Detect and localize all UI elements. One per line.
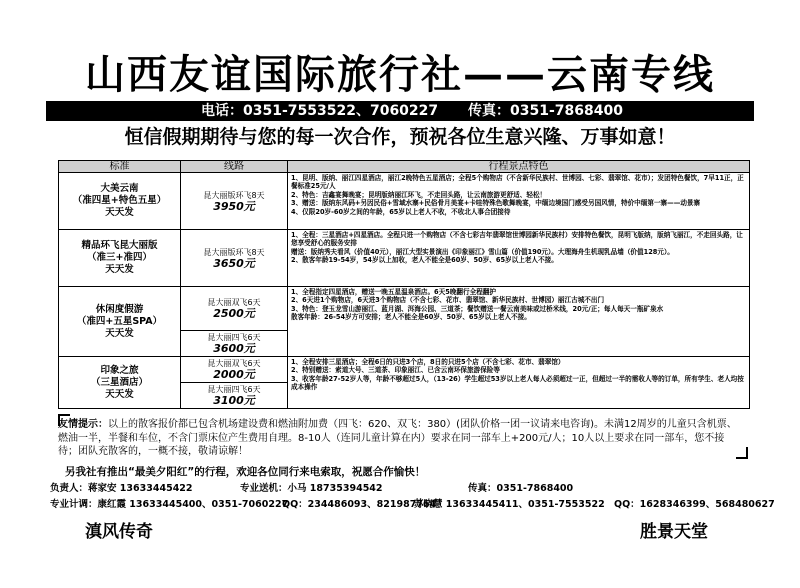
route-cell: [181, 357, 288, 383]
route-name: 昆大丽四飞6天: [207, 333, 261, 342]
standard-grade: （准三+准四）: [87, 252, 152, 263]
contact-bar: [46, 101, 754, 121]
slogan: 恒信假期期待与您的每一次合作，预祝各位生意兴隆、万事如意！: [124, 126, 676, 148]
route-cell: [181, 287, 288, 331]
planner-qq: QQ：234486093、821987764: [282, 499, 437, 510]
header-standard: 标准: [59, 161, 181, 173]
fax-number: 传真：0351-7868400: [468, 103, 623, 119]
features-cell: [288, 173, 750, 230]
standard-grade: （准四星+特色五星）: [72, 195, 167, 206]
table-header-row: [59, 161, 750, 173]
footer-fax: 传真：0351-7868400: [468, 483, 574, 494]
feature-line: 1、全程安排三星酒店；全程6日的只进3个店，8日的只进5个店（不含七彩、花市、翡翠馆）: [291, 358, 565, 366]
route-cell: [181, 383, 288, 409]
feature-line: 1、全程：三星酒店+四星酒店。全程只进一个购物店（不含七彩吉年翡翠馆世博园新华民族村）安排特色餐饮，昆明飞版纳，版纳飞丽江，不走回头路，让您享受舒心的服务安排: [291, 231, 743, 248]
standard-cell: [59, 173, 181, 230]
standard-schedule: 天天发: [105, 207, 134, 218]
table-row: [59, 357, 750, 383]
route-price: 3650元: [213, 256, 255, 270]
feature-line: 2、特别赠送：索道大号、三道茶、印象丽江、已含云南环保旅游保险等: [291, 366, 500, 375]
phone-number: 电话：0351-7553522、7060227: [201, 103, 439, 119]
brand-right: 胜景天堂: [640, 522, 708, 542]
page-title: 山西友谊国际旅行社——云南专线: [85, 51, 715, 98]
table-row: [59, 287, 750, 331]
route-cell: [181, 331, 288, 357]
features-cell: [288, 230, 750, 287]
route-name: 昆大丽双飞6天: [207, 298, 261, 307]
feature-line: 3、特色：登玉龙雪山游丽江、蓝月湖、洱海公园、三道茶；餐饮赠送一餐云南美味或过桥米线，20元/正；每人每天一瓶矿泉水: [291, 304, 664, 313]
route-price: 2500元: [213, 307, 255, 320]
standard-name: 大美云南: [100, 183, 139, 194]
standard-name: 精品环飞昆大丽版: [81, 240, 158, 251]
standard-schedule: 天天发: [105, 327, 134, 339]
feature-line: 1、全程指定四星酒店，赠送一晚五星温泉酒店。6天5晚翻行全程翻护: [291, 288, 496, 296]
route-name: 昆大丽版环飞8天: [203, 247, 265, 257]
route-name: 昆大丽版环飞8天: [203, 190, 265, 200]
feature-line: 2、散客年龄19-54岁，54岁以上加收，老人不能全是60岁、50岁、65岁以上老人不接。: [291, 256, 558, 265]
promo-text: 另我社有推出“最美夕阳红”的行程，欢迎各位同行来电索取，祝愿合作愉快！: [65, 466, 426, 478]
feature-line: 1、昆明、版纳、丽江四星酒店，丽江2晚特色五星酒店；全程5个购物店（不含新华民族村、世博园、七彩、翡翠馆、花市）；发团特色餐饮，7早11正，正餐标准25元/人: [291, 174, 744, 191]
features-cell: [288, 357, 750, 409]
standard-grade: （准四+五星SPA）: [76, 315, 163, 327]
standard-cell: [59, 357, 181, 409]
standard-schedule: 天天发: [105, 264, 134, 275]
notice-label: 友情提示：: [58, 419, 108, 430]
table-row: [59, 173, 750, 230]
route-price: 2000元: [213, 368, 255, 381]
notice-text: 以上的散客报价都已包含机场建设费和燃油附加费（四飞：620、双飞：380）(团队价格一团一议请来电咨询)。未满12周岁的儿童只含机票、燃油一半，半餐和车位，不含门票床位产生费用自理。8-10人（连同儿童计算在内）要求在同一部车上+200元/人；10人以上要求在同一部车，您不接待；团队充散客的，一概不接，敬请谅解！: [58, 419, 737, 457]
planner-contact: 专业计调：康红霞 13633445400、0351-7060227: [50, 499, 289, 510]
route-name: 昆大丽四飞6天: [207, 385, 261, 394]
route-price: 3600元: [213, 342, 255, 355]
friendly-notice: [58, 418, 738, 459]
planner2-qq: QQ：1628346399、568480627: [614, 499, 775, 510]
route-cell: [181, 230, 288, 287]
feature-line: 3、赠送：版纳东风码+另因民俗+雪域水寨+民俗骨月美宴+卡哇特殊色歌舞晚宴，中缅边境国门感受另国风情，特价中缅第一寨——动景寨: [291, 199, 701, 208]
standard-cell: [59, 287, 181, 357]
standard-grade: （三星酒店）: [90, 376, 148, 388]
route-cell: [181, 173, 288, 230]
table-row: [59, 230, 750, 287]
route-name: 昆大丽双飞6天: [207, 359, 261, 368]
airport-contact: 专业送机：小马 18735394542: [240, 483, 383, 494]
manager-contact: 负责人：蒋家安 13633445422: [50, 483, 193, 494]
feature-line: 2、特色：吉鑫宴舞晚宴；昆明版纳丽江环飞，不走回头路，让云南旅游更舒适、轻松！: [291, 190, 547, 199]
notice-corner-bottom-right: [736, 447, 748, 459]
standard-schedule: 天天发: [105, 388, 134, 400]
planner2-contact: 苏晓慧 13633445411、0351-7553522: [414, 499, 605, 510]
feature-line: 赠送：版纳秀夫看风（价值40元），丽江大型实景演出《印象丽江》雪山篇（价值190元）。大理海舟生机现乳品墙（价值128元）。: [291, 247, 674, 256]
feature-line: 4、仅限20岁-60岁之间的年龄，65岁以上老人不收，不收北人事合团接待: [291, 207, 511, 216]
route-price: 3100元: [213, 394, 255, 407]
feature-line: 3、收客年龄27-52岁人等，年龄不够超过5人，（13-26）学生超过53岁以上老人每人必须超过一正，但超过一半的需收人等的订单，所有学生、老人均按成本操作: [291, 374, 744, 392]
header-features: 行程景点特色: [288, 161, 750, 173]
header-route: 线路: [181, 161, 288, 173]
standard-cell: [59, 230, 181, 287]
route-price: 3950元: [213, 199, 255, 213]
itinerary-table: [58, 160, 750, 409]
standard-name: 印象之旅: [100, 364, 139, 376]
brand-left: 滇风传奇: [85, 522, 153, 542]
feature-line: 散客年龄：26-54岁方可安排；老人不能全是60岁、50岁、65岁以上老人不接。: [291, 313, 531, 322]
standard-name: 休闲度假游: [95, 303, 144, 315]
features-cell: [288, 287, 750, 357]
feature-line: 2、6天进1个购物店，6天进3个购物店（不含七彩、花市、翡翠馆、新华民族村、世博园）丽江古城不出门: [291, 296, 605, 305]
